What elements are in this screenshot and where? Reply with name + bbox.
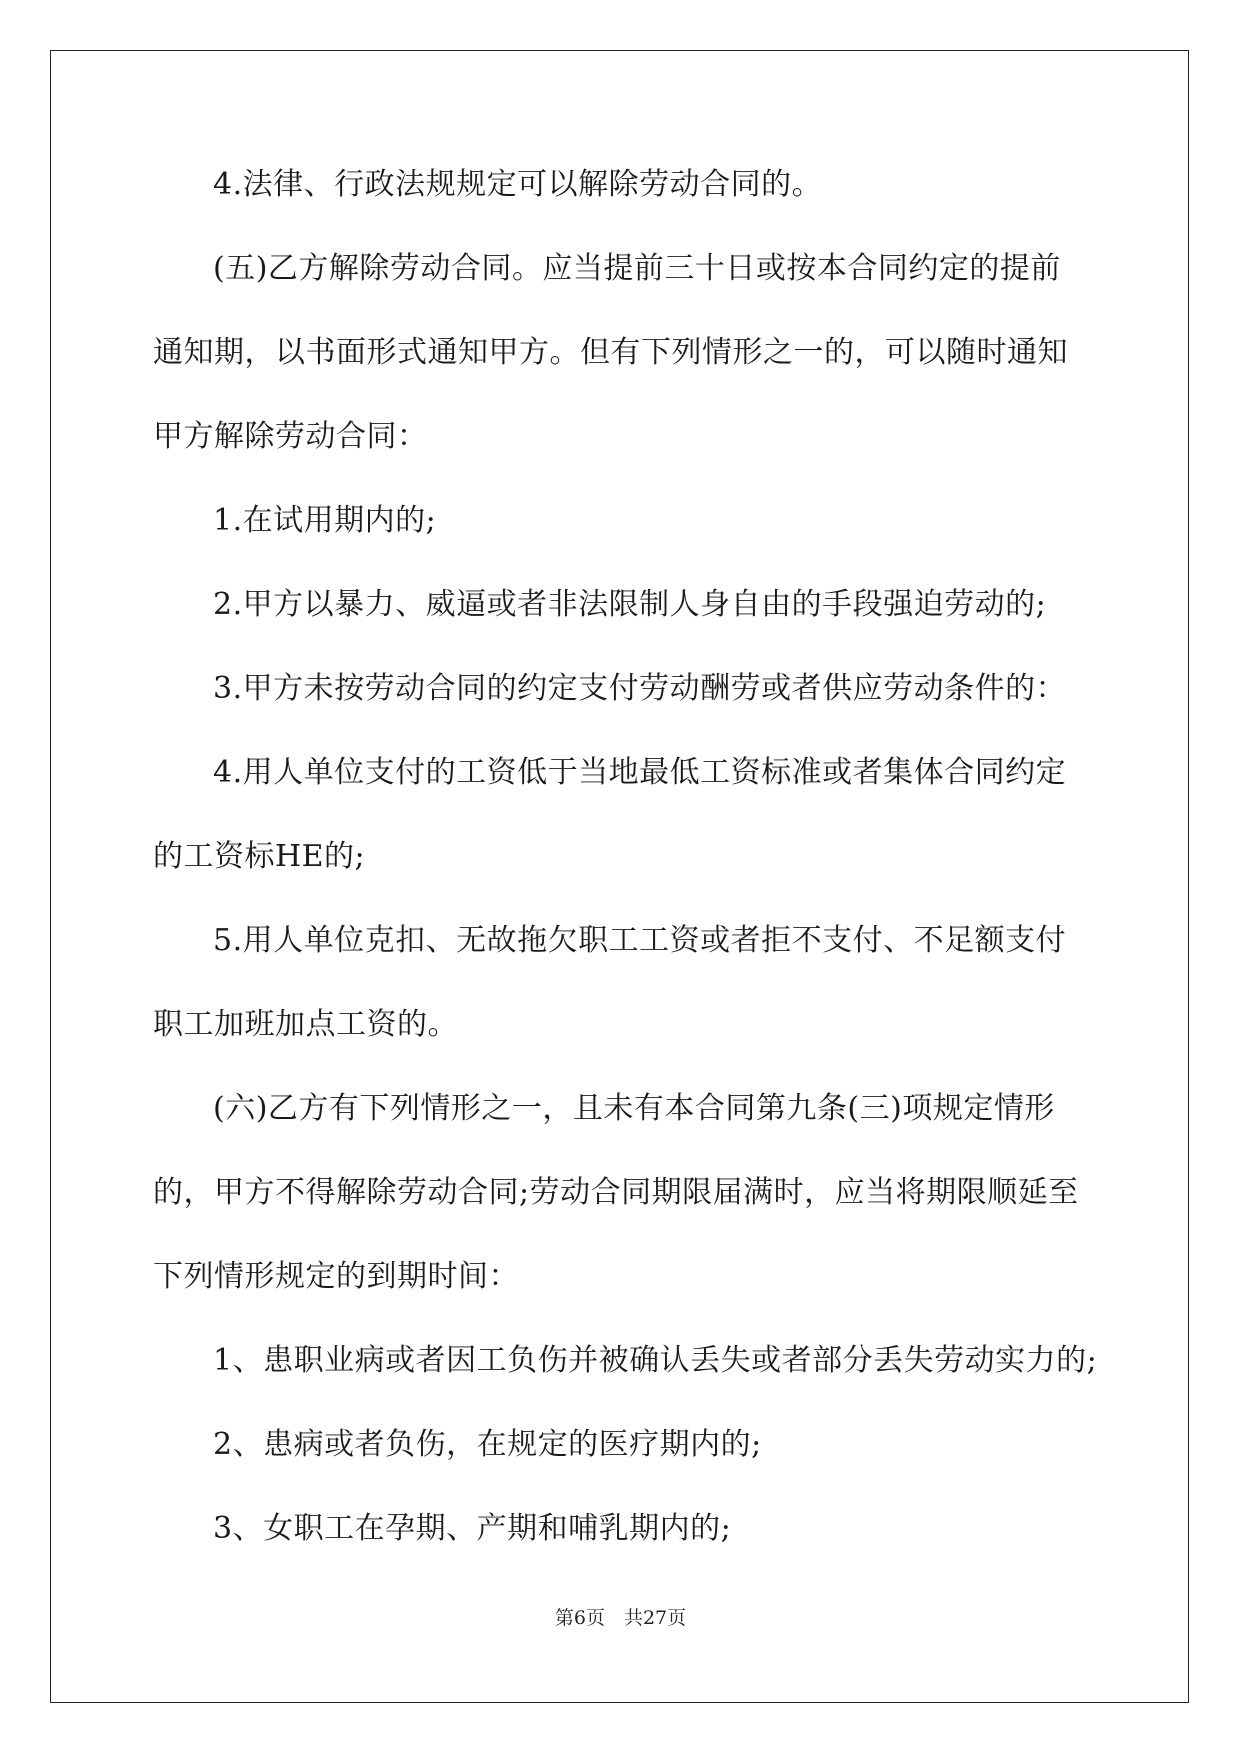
paragraph-line: 的工资标HE的; <box>153 839 366 874</box>
paragraph-line: 的，甲方不得解除劳动合同;劳动合同期限届满时，应当将期限顺延至 <box>153 1175 1079 1210</box>
paragraph-line: 3、女职工在孕期、产期和哺乳期内的; <box>213 1511 732 1546</box>
paragraph-line: (六)乙方有下列情形之一，且未有本合同第九条(三)项规定情形 <box>213 1091 1055 1126</box>
paragraph-line: 2.甲方以暴力、威逼或者非法限制人身自由的手段强迫劳动的; <box>213 587 1047 622</box>
paragraph-line: (五)乙方解除劳动合同。应当提前三十日或按本合同约定的提前 <box>213 251 1061 286</box>
paragraph-line: 2、患病或者负伤，在规定的医疗期内的; <box>213 1427 762 1462</box>
page-number: 第6页 共27页 <box>554 1607 687 1629</box>
paragraph-line: 甲方解除劳动合同： <box>153 419 428 454</box>
paragraph-line: 下列情形规定的到期时间： <box>153 1259 519 1294</box>
paragraph-line: 5.用人单位克扣、无故拖欠职工工资或者拒不支付、不足额支付 <box>213 923 1067 958</box>
paragraph-line: 4.法律、行政法规规定可以解除劳动合同的。 <box>213 167 823 202</box>
paragraph-line: 通知期，以书面形式通知甲方。但有下列情形之一的，可以随时通知 <box>153 335 1068 370</box>
paragraph-line: 3.甲方未按劳动合同的约定支付劳动酬劳或者供应劳动条件的： <box>213 671 1067 706</box>
paragraph-line: 1、患职业病或者因工负伤并被确认丢失或者部分丢失劳动实力的; <box>213 1343 1098 1378</box>
paragraph-line: 1.在试用期内的; <box>213 503 437 538</box>
paragraph-line: 职工加班加点工资的。 <box>153 1007 458 1042</box>
paragraph-line: 4.用人单位支付的工资低于当地最低工资标准或者集体合同约定 <box>213 755 1067 790</box>
